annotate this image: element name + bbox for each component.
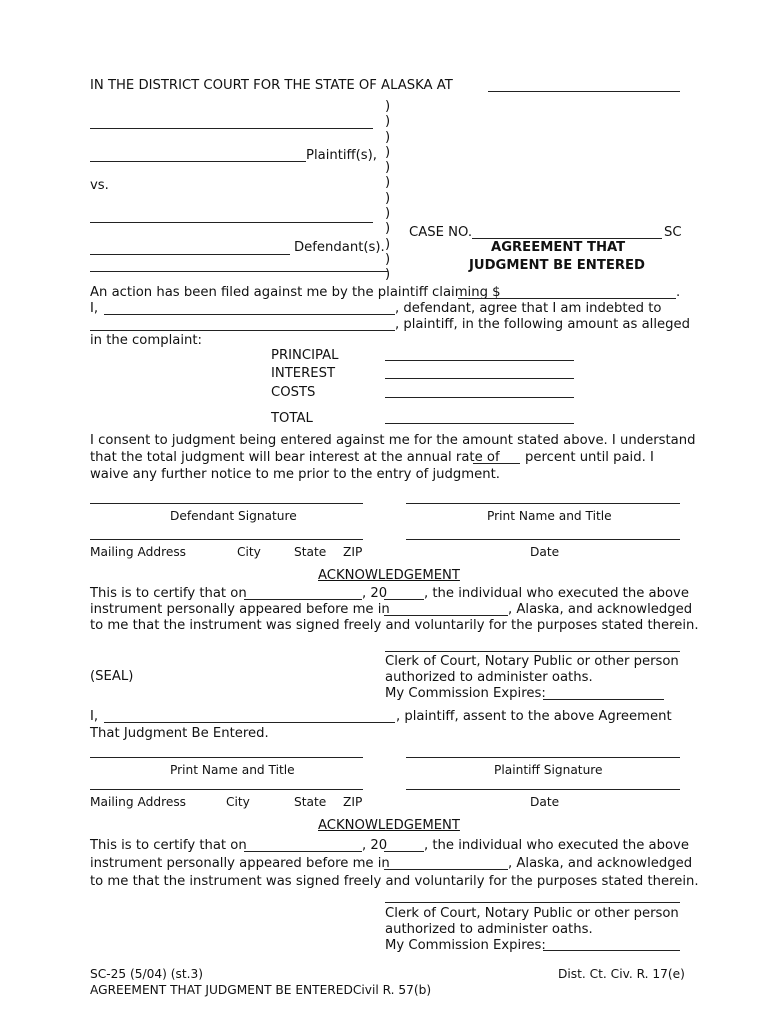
claim-period: . [676,285,681,300]
interest-rate-field[interactable] [473,463,520,464]
ack2-appeared-text: instrument personally appeared before me in [90,856,390,871]
defendant-name-line-1[interactable] [90,222,373,223]
plaintiff-assent-name-field[interactable] [104,722,395,723]
ack2-day-field[interactable] [244,851,362,852]
ack2-expires-field[interactable] [543,950,680,951]
plaintiff-assent-text: , plaintiff, assent to the above Agreement [396,709,672,724]
ack1-individual-text: , the individual who executed the above [424,586,689,601]
plaintiff-name-line-2[interactable] [90,161,306,162]
ack1-day-field[interactable] [244,599,362,600]
plaintiff-zip-label: ZIP [343,795,363,809]
ack2-year-field[interactable] [384,851,424,852]
plaintiff-city-label: City [226,795,250,809]
defendant-city-label: City [237,545,261,559]
plaintiff-i-label: I, [90,709,99,724]
consent-line-2b: percent until paid. I [525,450,654,465]
ack2-alaska-text: , Alaska, and acknowledged [508,856,693,871]
seal-label: (SEAL) [90,669,134,684]
versus-label: vs. [90,178,109,193]
plaintiff-signature-line[interactable] [406,757,680,758]
court-heading: IN THE DISTRICT COURT FOR THE STATE OF ALASKA AT [90,78,453,93]
plaintiff-name-field[interactable] [90,330,395,331]
consent-line-1: I consent to judgment being entered against me for the amount stated above. I understand [90,433,696,448]
defendant-signature-line[interactable] [90,503,363,504]
acknowledgement-heading-1: ACKNOWLEDGEMENT [318,568,460,583]
ack2-expires-label: My Commission Expires: [385,938,546,953]
plaintiff-state-label: State [294,795,327,809]
form-title-footer: AGREEMENT THAT JUDGMENT BE ENTEREDCivil R. 57(b) [90,983,432,997]
ack2-individual-text: , the individual who executed the above [424,838,689,853]
plaintiff-address-line[interactable] [90,789,363,790]
ack1-alaska-text: , Alaska, and acknowledged [508,602,693,617]
ack1-location-field[interactable] [384,615,508,616]
interest-label: INTEREST [271,366,336,381]
defendant-print-name-line[interactable] [406,503,680,504]
principal-amount-field[interactable] [385,360,574,361]
plaintiff-date-label: Date [530,795,560,809]
ack1-clerk-signature-line[interactable] [385,651,680,652]
costs-label: COSTS [271,385,316,400]
acknowledgement-heading-2: ACKNOWLEDGEMENT [318,818,460,833]
defendant-agree-text: , defendant, agree that I am indebted to [395,301,662,316]
plaintiff-print-name-line[interactable] [90,757,363,758]
case-number-field[interactable] [472,238,662,239]
defendant-state-label: State [294,545,327,559]
consent-line-2a: that the total judgment will bear interest at the annual rate of [90,450,500,465]
caption-closing-line [90,271,388,272]
ack2-freely-text: to me that the instrument was signed freely and voluntarily for the purposes stated therein. [90,874,699,889]
document-title-line-1: AGREEMENT THAT [491,240,626,255]
ack1-appeared-text: instrument personally appeared before me in [90,602,390,617]
total-label: TOTAL [271,411,313,426]
total-amount-field[interactable] [385,423,574,424]
defendant-signature-label: Defendant Signature [170,509,297,523]
plaintiff-mailing-label: Mailing Address [90,795,187,809]
plaintiff-signature-label: Plaintiff Signature [494,763,603,777]
ack1-year-prefix: , 20 [362,586,388,601]
defendants-label: Defendant(s). [294,240,385,255]
ack1-clerk-label-2: authorized to administer oaths. [385,670,593,685]
defendant-name-field[interactable] [104,314,395,315]
in-complaint-text: in the complaint: [90,333,202,348]
principal-label: PRINCIPAL [271,348,339,363]
ack2-certify-text: This is to certify that on [90,838,247,853]
costs-amount-field[interactable] [385,397,574,398]
ack1-expires-field[interactable] [543,699,664,700]
ack1-clerk-label-1: Clerk of Court, Notary Public or other person [385,654,679,669]
plaintiff-name-line-1[interactable] [90,128,373,129]
ack2-clerk-label-2: authorized to administer oaths. [385,922,593,937]
ack2-clerk-signature-line[interactable] [385,902,680,903]
defendant-name-line-2[interactable] [90,254,290,255]
court-location-field[interactable] [488,91,680,92]
ack2-year-prefix: , 20 [362,838,388,853]
plaintiff-assent-line-2: That Judgment Be Entered. [90,726,269,741]
case-suffix: SC [664,225,682,240]
ack1-year-field[interactable] [384,599,424,600]
ack1-freely-text: to me that the instrument was signed freely and voluntarily for the purposes stated therein. [90,618,699,633]
claim-text: An action has been filed against me by the plaintiff claiming $ [90,285,501,300]
consent-line-3: waive any further notice to me prior to the entry of judgment. [90,467,500,482]
case-no-label: CASE NO. [409,225,473,240]
ack2-location-field[interactable] [384,869,508,870]
defendant-zip-label: ZIP [343,545,363,559]
document-title-line-2: JUDGMENT BE ENTERED [469,258,645,273]
ack2-clerk-label-1: Clerk of Court, Notary Public or other person [385,906,679,921]
defendant-address-line[interactable] [90,539,363,540]
defendant-print-name-label: Print Name and Title [487,509,612,523]
ack1-certify-text: This is to certify that on [90,586,247,601]
defendant-date-line[interactable] [406,539,680,540]
defendant-date-label: Date [530,545,560,559]
plaintiff-date-line[interactable] [406,789,680,790]
caption-parentheses: ) ) ) ) ) ) ) ) ) ) ) ) [385,99,391,283]
defendant-i-label: I, [90,301,99,316]
plaintiff-print-name-label: Print Name and Title [170,763,295,777]
court-rule: Dist. Ct. Civ. R. 17(e) [558,967,685,981]
claim-amount-field[interactable] [458,298,676,299]
form-id: SC-25 (5/04) (st.3) [90,967,204,981]
ack1-expires-label: My Commission Expires: [385,686,546,701]
defendant-mailing-label: Mailing Address [90,545,187,559]
plaintiff-amount-text: , plaintiff, in the following amount as alleged [395,317,690,332]
plaintiffs-label: Plaintiff(s), [306,148,377,163]
interest-amount-field[interactable] [385,378,574,379]
